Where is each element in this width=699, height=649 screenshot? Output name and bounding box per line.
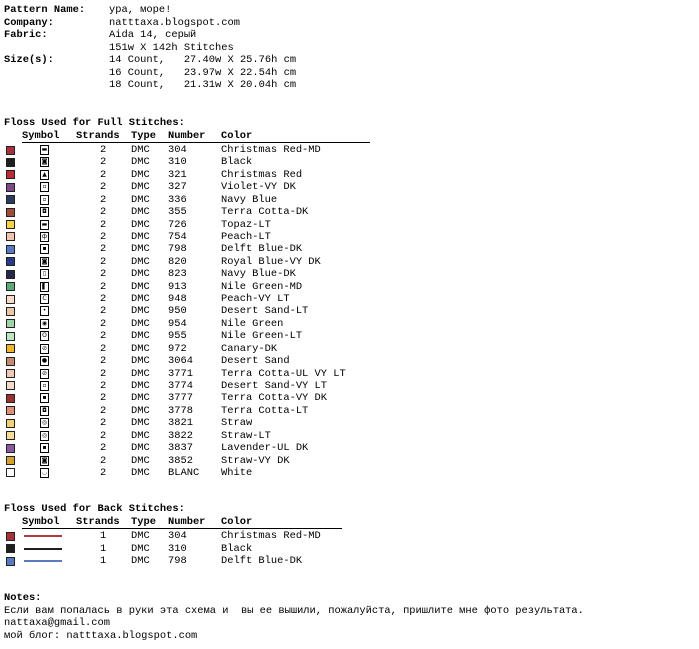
stitch-symbol: ◉ xyxy=(41,319,48,327)
color-name: Straw xyxy=(221,417,253,430)
number-value: 955 xyxy=(168,330,187,343)
type-value: DMC xyxy=(131,255,150,268)
color-name: Terra Cotta-LT xyxy=(221,404,309,417)
type-value: DMC xyxy=(131,218,150,231)
color-swatch xyxy=(6,332,15,341)
color-swatch xyxy=(6,220,15,229)
floss-row xyxy=(0,455,699,468)
stitch-symbol: ▌ xyxy=(40,282,49,292)
stitch-symbol: ● xyxy=(41,357,48,365)
color-name: Straw-LT xyxy=(221,429,271,442)
color-name: Nile Green-LT xyxy=(221,330,303,343)
color-name: Christmas Red xyxy=(221,168,303,181)
type-value: DMC xyxy=(131,156,150,169)
stitch-symbol: ◎ xyxy=(41,431,48,439)
strands-value: 2 xyxy=(100,454,107,467)
color-swatch xyxy=(6,468,15,477)
strands-value: 2 xyxy=(100,305,107,318)
type-value: DMC xyxy=(131,454,150,467)
stitch-symbol: ▬ xyxy=(41,146,48,153)
color-name: White xyxy=(221,466,253,479)
number-value: 3821 xyxy=(168,417,193,430)
color-swatch xyxy=(6,431,15,440)
strands-value: 2 xyxy=(100,442,107,455)
number-value: BLANC xyxy=(168,466,200,479)
company-value: natttaxa.blogspot.com xyxy=(109,16,240,29)
notes-email: nattaxa@gmail.com xyxy=(4,617,111,629)
back-header-color: Color xyxy=(221,515,253,528)
stitch-symbol: ▲ xyxy=(40,170,49,180)
back-header-number: Number xyxy=(168,515,206,528)
sizes-label: Size(s): xyxy=(4,54,54,66)
back-floss-row xyxy=(0,555,699,568)
number-value: 3777 xyxy=(168,392,193,405)
number-value: 355 xyxy=(168,206,187,219)
stitch-symbol: ▪ xyxy=(40,443,49,453)
color-swatch xyxy=(6,444,15,453)
floss-row xyxy=(0,243,699,256)
floss-row xyxy=(0,169,699,182)
floss-row xyxy=(0,380,699,393)
floss-row xyxy=(0,467,699,480)
notes-title: Notes: xyxy=(4,592,42,604)
floss-row xyxy=(0,206,699,219)
floss-row xyxy=(0,305,699,318)
size-18-count: 18 Count, 21.31w X 20.04h cm xyxy=(109,79,297,91)
color-name: Desert Sand xyxy=(221,355,290,368)
color-swatch xyxy=(6,307,15,316)
strands-value: 2 xyxy=(100,404,107,417)
color-name: Desert Sand-VY LT xyxy=(221,379,328,392)
floss-row xyxy=(0,368,699,381)
type-value: DMC xyxy=(131,206,150,219)
color-name: Black xyxy=(221,542,253,555)
header-strands: Strands xyxy=(76,129,120,142)
type-value: DMC xyxy=(131,243,150,256)
strands-value: 2 xyxy=(100,268,107,281)
floss-row xyxy=(0,194,699,207)
type-value: DMC xyxy=(131,293,150,306)
notes-blog: мой блог: natttaxa.blogspot.com xyxy=(4,629,198,642)
number-value: 3778 xyxy=(168,404,193,417)
header-number: Number xyxy=(168,129,206,142)
floss-row xyxy=(0,219,699,232)
stitch-symbol: ◙ xyxy=(41,257,48,265)
color-swatch xyxy=(6,146,15,155)
number-value: 3837 xyxy=(168,442,193,455)
stitch-symbol: ◙ xyxy=(41,158,48,166)
strands-value: 2 xyxy=(100,293,107,306)
strands-value: 2 xyxy=(100,355,107,368)
color-name: Nile Green-MD xyxy=(221,280,303,293)
color-swatch xyxy=(6,158,15,167)
color-name: Navy Blue xyxy=(221,193,278,206)
color-swatch xyxy=(6,282,15,291)
stitches-value: 151w X 142h Stitches xyxy=(109,41,234,54)
floss-row xyxy=(0,293,699,306)
type-value: DMC xyxy=(131,355,150,368)
stitch-symbol: C xyxy=(40,294,49,304)
back-floss-row xyxy=(0,543,699,556)
floss-row xyxy=(0,430,699,443)
type-value: DMC xyxy=(131,429,150,442)
header-type: Type xyxy=(131,129,156,142)
header-color: Color xyxy=(221,129,253,142)
color-swatch xyxy=(6,295,15,304)
stitch-symbol: ▫ xyxy=(40,182,49,192)
color-swatch xyxy=(6,419,15,428)
color-swatch xyxy=(6,394,15,403)
number-value: 913 xyxy=(168,280,187,293)
number-value: 798 xyxy=(168,243,187,256)
color-name: Terra Cotta-UL VY LT xyxy=(221,367,346,380)
color-swatch xyxy=(6,245,15,254)
full-stitches-title: Floss Used for Full Stitches: xyxy=(4,117,185,129)
color-name: Black xyxy=(221,156,253,169)
number-value: 3852 xyxy=(168,454,193,467)
backstitch-line xyxy=(24,560,62,562)
color-name: Topaz-LT xyxy=(221,218,271,231)
pattern-name-label: Pattern Name: xyxy=(4,4,86,16)
strands-value: 2 xyxy=(100,230,107,243)
number-value: 950 xyxy=(168,305,187,318)
floss-row xyxy=(0,417,699,430)
number-value: 972 xyxy=(168,342,187,355)
color-name: Delft Blue-DK xyxy=(221,555,303,567)
type-value: DMC xyxy=(131,181,150,194)
back-floss-row xyxy=(0,530,699,543)
type-value: DMC xyxy=(131,466,150,479)
strands-value: 2 xyxy=(100,168,107,181)
strands-value: 2 xyxy=(100,317,107,330)
stitch-symbol: ▯ xyxy=(40,269,49,279)
stitch-symbol: ф xyxy=(41,232,48,240)
floss-row xyxy=(0,405,699,418)
number-value: 304 xyxy=(168,530,187,542)
color-swatch xyxy=(6,381,15,390)
floss-row xyxy=(0,343,699,356)
backstitch-line xyxy=(24,548,62,550)
color-swatch xyxy=(6,357,15,366)
stitch-symbol: ⊘ xyxy=(41,369,48,377)
strands-value: 2 xyxy=(100,429,107,442)
color-swatch xyxy=(6,319,15,328)
type-value: DMC xyxy=(131,379,150,392)
color-name: Peach-LT xyxy=(221,230,271,243)
strands-value: 2 xyxy=(100,342,107,355)
color-name: Christmas Red-MD xyxy=(221,530,321,542)
number-value: 3774 xyxy=(168,379,193,392)
type-value: DMC xyxy=(131,442,150,455)
stitch-symbol: ◘ xyxy=(40,406,49,416)
color-name: Terra Cotta-VY DK xyxy=(221,392,328,405)
floss-row xyxy=(0,156,699,169)
stitch-symbol: ▪ xyxy=(40,393,49,403)
stitch-symbol: ⊘ xyxy=(41,344,48,352)
stitch-symbol: • xyxy=(40,306,49,316)
floss-row xyxy=(0,281,699,294)
number-value: 823 xyxy=(168,268,187,281)
strands-value: 2 xyxy=(100,206,107,219)
type-value: DMC xyxy=(131,268,150,281)
number-value: 798 xyxy=(168,555,187,567)
type-value: DMC xyxy=(131,530,150,542)
color-swatch xyxy=(6,170,15,179)
color-swatch xyxy=(6,544,15,553)
stitch-symbol: O xyxy=(40,331,49,341)
type-value: DMC xyxy=(131,305,150,318)
number-value: 3771 xyxy=(168,367,193,380)
number-value: 948 xyxy=(168,293,187,306)
stitch-symbol: ▪ xyxy=(40,244,49,254)
color-swatch xyxy=(6,208,15,217)
color-name: Navy Blue-DK xyxy=(221,268,296,281)
type-value: DMC xyxy=(131,542,150,555)
stitch-symbol: ▫ xyxy=(40,381,49,391)
color-swatch xyxy=(6,532,15,541)
strands-value: 2 xyxy=(100,218,107,231)
color-swatch xyxy=(6,257,15,266)
full-header-rule xyxy=(22,142,370,143)
floss-row xyxy=(0,181,699,194)
number-value: 310 xyxy=(168,156,187,169)
type-value: DMC xyxy=(131,230,150,243)
type-value: DMC xyxy=(131,555,150,567)
back-header-strands: Strands xyxy=(76,515,120,528)
strands-value: 1 xyxy=(100,555,107,567)
color-swatch xyxy=(6,183,15,192)
number-value: 954 xyxy=(168,317,187,330)
number-value: 3064 xyxy=(168,355,193,368)
stitch-symbol: ▫ xyxy=(40,195,49,205)
header-symbol: Symbol xyxy=(22,129,60,142)
number-value: 304 xyxy=(168,144,187,156)
color-name: Lavender-UL DK xyxy=(221,442,309,455)
company-label: Company: xyxy=(4,16,54,29)
color-swatch xyxy=(6,406,15,415)
number-value: 327 xyxy=(168,181,187,194)
color-name: Royal Blue-VY DK xyxy=(221,255,321,268)
floss-row xyxy=(0,318,699,331)
color-swatch xyxy=(6,557,15,566)
strands-value: 2 xyxy=(100,243,107,256)
type-value: DMC xyxy=(131,144,150,156)
color-name: Nile Green xyxy=(221,317,284,330)
type-value: DMC xyxy=(131,317,150,330)
strands-value: 2 xyxy=(100,193,107,206)
fabric-value: Aida 14, серый xyxy=(109,29,197,41)
color-name: Peach-VY LT xyxy=(221,293,290,306)
strands-value: 1 xyxy=(100,542,107,555)
strands-value: 2 xyxy=(100,330,107,343)
number-value: 336 xyxy=(168,193,187,206)
color-swatch xyxy=(6,344,15,353)
floss-row xyxy=(0,231,699,244)
floss-row xyxy=(0,392,699,405)
number-value: 820 xyxy=(168,255,187,268)
type-value: DMC xyxy=(131,193,150,206)
stitch-symbol: ◎ xyxy=(41,419,48,427)
color-swatch xyxy=(6,456,15,465)
color-name: Violet-VY DK xyxy=(221,181,296,194)
stitch-symbol: ◡ xyxy=(41,468,48,476)
color-swatch xyxy=(6,270,15,279)
pattern-name-value: ура, море! xyxy=(109,4,172,16)
number-value: 321 xyxy=(168,168,187,181)
stitch-symbol: ◘ xyxy=(40,207,49,217)
back-header-symbol: Symbol xyxy=(22,515,60,528)
color-name: Canary-DK xyxy=(221,342,278,355)
color-name: Terra Cotta-DK xyxy=(221,206,309,219)
strands-value: 2 xyxy=(100,367,107,380)
back-stitches-title: Floss Used for Back Stitches: xyxy=(4,503,185,515)
color-name: Desert Sand-LT xyxy=(221,305,309,318)
strands-value: 2 xyxy=(100,144,107,156)
fabric-label: Fabric: xyxy=(4,29,48,41)
color-swatch xyxy=(6,232,15,241)
type-value: DMC xyxy=(131,404,150,417)
color-swatch xyxy=(6,195,15,204)
color-name: Straw-VY DK xyxy=(221,454,290,467)
size-14-count: 14 Count, 27.40w X 25.76h cm xyxy=(109,54,297,66)
type-value: DMC xyxy=(131,342,150,355)
back-header-type: Type xyxy=(131,515,156,528)
backstitch-line xyxy=(24,535,62,537)
strands-value: 2 xyxy=(100,379,107,392)
strands-value: 2 xyxy=(100,181,107,194)
floss-row xyxy=(0,256,699,269)
strands-value: 2 xyxy=(100,280,107,293)
number-value: 754 xyxy=(168,230,187,243)
type-value: DMC xyxy=(131,417,150,430)
strands-value: 2 xyxy=(100,255,107,268)
color-name: Delft Blue-DK xyxy=(221,243,303,256)
type-value: DMC xyxy=(131,280,150,293)
floss-row xyxy=(0,355,699,368)
stitch-symbol: ◙ xyxy=(41,456,48,464)
strands-value: 2 xyxy=(100,156,107,169)
color-swatch xyxy=(6,369,15,378)
back-stitches-header xyxy=(0,516,699,529)
strands-value: 2 xyxy=(100,466,107,479)
floss-row xyxy=(0,268,699,281)
type-value: DMC xyxy=(131,330,150,343)
floss-row xyxy=(0,144,699,157)
strands-value: 2 xyxy=(100,417,107,430)
type-value: DMC xyxy=(131,367,150,380)
back-header-rule xyxy=(22,528,342,529)
strands-value: 2 xyxy=(100,392,107,405)
stitch-symbol: ▬ xyxy=(41,220,48,228)
floss-row xyxy=(0,442,699,455)
size-16-count: 16 Count, 23.97w X 22.54h cm xyxy=(109,66,297,79)
strands-value: 1 xyxy=(100,530,107,542)
floss-row xyxy=(0,330,699,343)
type-value: DMC xyxy=(131,392,150,405)
number-value: 310 xyxy=(168,542,187,555)
number-value: 726 xyxy=(168,218,187,231)
number-value: 3822 xyxy=(168,429,193,442)
color-name: Christmas Red-MD xyxy=(221,144,321,156)
type-value: DMC xyxy=(131,168,150,181)
notes-line-1: Если вам попалась в руки эта схема и вы ее вышили, пожалуйста, пришлите мне фото результата. xyxy=(4,604,584,617)
full-stitches-header xyxy=(0,130,699,143)
